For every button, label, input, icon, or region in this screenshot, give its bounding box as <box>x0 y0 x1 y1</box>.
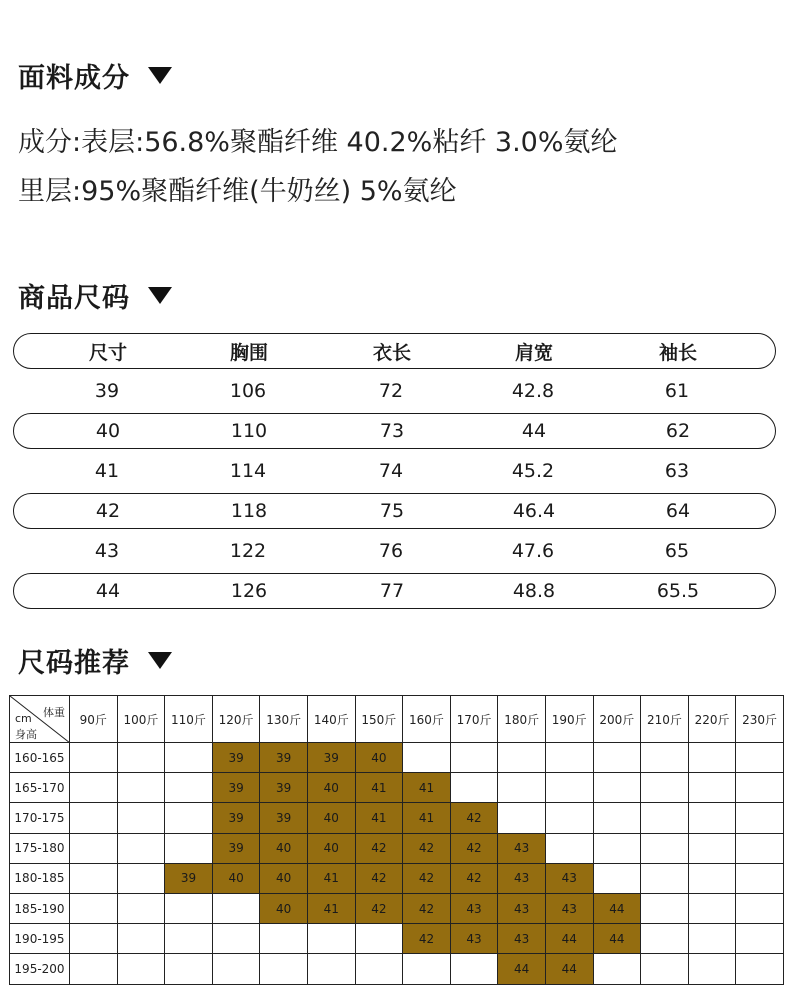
recommended-size-cell: 42 <box>450 833 498 863</box>
size-chart-header-cell: 衣长 <box>372 341 411 364</box>
empty-cell <box>165 924 213 954</box>
empty-cell <box>165 833 213 863</box>
size-recommend-table <box>9 695 784 985</box>
recommended-size-cell: 42 <box>403 833 451 863</box>
recommended-size-cell: 43 <box>498 833 546 863</box>
triangle-down-icon <box>148 652 172 669</box>
recommended-size-cell: 43 <box>450 924 498 954</box>
recommend-row <box>10 833 784 863</box>
recommended-size-cell: 40 <box>212 863 260 893</box>
empty-cell <box>641 893 689 923</box>
size-chart-heading <box>18 276 172 315</box>
empty-cell <box>70 833 118 863</box>
empty-cell <box>117 743 165 773</box>
weight-header: 150斤 <box>355 696 403 743</box>
recommended-size-cell: 41 <box>355 803 403 833</box>
recommended-size-cell: 44 <box>593 924 641 954</box>
weight-header: 180斤 <box>498 696 546 743</box>
corner-cell <box>10 696 70 743</box>
recommended-size-cell: 42 <box>450 863 498 893</box>
height-label: 180-185 <box>10 863 70 893</box>
recommended-size-cell: 39 <box>307 743 355 773</box>
height-label: 160-165 <box>10 743 70 773</box>
recommended-size-cell: 40 <box>260 893 308 923</box>
empty-cell <box>498 803 546 833</box>
size-chart-cell: 73 <box>379 420 405 442</box>
recommended-size-cell: 44 <box>498 954 546 984</box>
size-chart-title: 商品尺码 <box>18 283 130 314</box>
empty-cell <box>641 833 689 863</box>
empty-cell <box>688 893 736 923</box>
empty-cell <box>688 743 736 773</box>
weight-header: 130斤 <box>260 696 308 743</box>
empty-cell <box>212 924 260 954</box>
weight-header: 200斤 <box>593 696 641 743</box>
size-chart-cell: 44 <box>521 420 547 442</box>
fabric-title: 面料成分 <box>18 63 130 94</box>
fabric-line-2: 里层:95%聚酯纤维(牛奶丝) 5%氨纶 <box>18 176 457 207</box>
recommended-size-cell: 42 <box>355 863 403 893</box>
corner-height-label: 身高 <box>15 728 37 741</box>
recommended-size-cell: 40 <box>307 773 355 803</box>
size-chart-cell: 76 <box>378 540 404 562</box>
size-chart-row <box>13 373 776 409</box>
size-chart-cell: 44 <box>95 580 121 602</box>
recommended-size-cell: 39 <box>212 743 260 773</box>
recommended-size-cell: 41 <box>355 773 403 803</box>
empty-cell <box>736 924 784 954</box>
empty-cell <box>260 924 308 954</box>
empty-cell <box>117 893 165 923</box>
recommended-size-cell: 39 <box>165 863 213 893</box>
empty-cell <box>545 773 593 803</box>
recommended-size-cell: 39 <box>260 803 308 833</box>
size-chart-row <box>13 413 776 449</box>
height-label: 170-175 <box>10 803 70 833</box>
size-chart-cell: 47.6 <box>511 540 555 562</box>
weight-header: 140斤 <box>307 696 355 743</box>
triangle-down-icon <box>148 287 172 304</box>
empty-cell <box>70 863 118 893</box>
recommended-size-cell: 42 <box>355 833 403 863</box>
fabric-line-1: 成分:表层:56.8%聚酯纤维 40.2%粘纤 3.0%氨纶 <box>18 127 618 158</box>
weight-header: 160斤 <box>403 696 451 743</box>
empty-cell <box>117 833 165 863</box>
recommended-size-cell: 40 <box>260 833 308 863</box>
recommend-row <box>10 863 784 893</box>
recommend-row <box>10 803 784 833</box>
empty-cell <box>165 893 213 923</box>
recommended-size-cell: 41 <box>307 893 355 923</box>
height-label: 165-170 <box>10 773 70 803</box>
weight-header: 230斤 <box>736 696 784 743</box>
empty-cell <box>736 803 784 833</box>
size-chart-cell: 126 <box>230 580 268 602</box>
empty-cell <box>641 773 689 803</box>
size-chart-cell: 40 <box>95 420 121 442</box>
size-chart-cell: 42 <box>95 500 121 522</box>
empty-cell <box>117 773 165 803</box>
recommended-size-cell: 40 <box>355 743 403 773</box>
empty-cell <box>688 863 736 893</box>
recommended-size-cell: 42 <box>403 863 451 893</box>
size-chart-cell: 72 <box>378 380 404 402</box>
recommended-size-cell: 39 <box>260 773 308 803</box>
triangle-down-icon <box>148 67 172 84</box>
empty-cell <box>70 743 118 773</box>
empty-cell <box>736 743 784 773</box>
recommended-size-cell: 40 <box>307 803 355 833</box>
empty-cell <box>403 743 451 773</box>
corner-unit-label: cm <box>15 712 32 725</box>
recommend-row <box>10 893 784 923</box>
empty-cell <box>593 773 641 803</box>
size-chart-cell: 77 <box>379 580 405 602</box>
recommended-size-cell: 39 <box>212 803 260 833</box>
size-chart-header-row <box>13 333 776 369</box>
recommend-title: 尺码推荐 <box>18 648 130 679</box>
size-chart-cell: 65 <box>664 540 690 562</box>
recommended-size-cell: 39 <box>260 743 308 773</box>
empty-cell <box>593 954 641 984</box>
empty-cell <box>165 803 213 833</box>
empty-cell <box>212 893 260 923</box>
recommended-size-cell: 42 <box>450 803 498 833</box>
empty-cell <box>117 803 165 833</box>
empty-cell <box>117 954 165 984</box>
recommend-row <box>10 954 784 984</box>
weight-header: 120斤 <box>212 696 260 743</box>
empty-cell <box>498 773 546 803</box>
empty-cell <box>688 773 736 803</box>
recommended-size-cell: 43 <box>545 863 593 893</box>
recommended-size-cell: 40 <box>260 863 308 893</box>
weight-header: 90斤 <box>70 696 118 743</box>
height-label: 175-180 <box>10 833 70 863</box>
size-chart-cell: 43 <box>94 540 120 562</box>
size-chart-cell: 48.8 <box>512 580 556 602</box>
size-chart-header-cell: 肩宽 <box>514 341 553 364</box>
empty-cell <box>545 833 593 863</box>
height-label: 195-200 <box>10 954 70 984</box>
empty-cell <box>736 833 784 863</box>
empty-cell <box>165 773 213 803</box>
weight-header: 170斤 <box>450 696 498 743</box>
size-chart-row <box>13 453 776 489</box>
empty-cell <box>498 743 546 773</box>
empty-cell <box>70 803 118 833</box>
empty-cell <box>641 803 689 833</box>
empty-cell <box>70 924 118 954</box>
size-chart-cell: 61 <box>664 380 690 402</box>
recommended-size-cell: 42 <box>403 893 451 923</box>
empty-cell <box>117 863 165 893</box>
empty-cell <box>736 954 784 984</box>
size-chart-header-cell: 袖长 <box>658 341 697 364</box>
empty-cell <box>688 803 736 833</box>
size-chart-cell: 65.5 <box>656 580 700 602</box>
empty-cell <box>70 893 118 923</box>
empty-cell <box>736 893 784 923</box>
recommended-size-cell: 43 <box>498 863 546 893</box>
empty-cell <box>593 743 641 773</box>
recommend-heading <box>18 641 172 680</box>
empty-cell <box>450 743 498 773</box>
recommend-row <box>10 743 784 773</box>
size-chart-cell: 114 <box>229 460 267 482</box>
empty-cell <box>593 863 641 893</box>
empty-cell <box>450 954 498 984</box>
size-chart-header-cell: 胸围 <box>229 341 268 364</box>
empty-cell <box>641 924 689 954</box>
empty-cell <box>736 773 784 803</box>
recommended-size-cell: 43 <box>498 924 546 954</box>
recommend-header-row <box>10 696 784 743</box>
recommended-size-cell: 44 <box>593 893 641 923</box>
empty-cell <box>688 954 736 984</box>
empty-cell <box>260 954 308 984</box>
recommend-row <box>10 924 784 954</box>
recommend-row <box>10 773 784 803</box>
empty-cell <box>450 773 498 803</box>
empty-cell <box>117 924 165 954</box>
size-chart-row <box>13 573 776 609</box>
weight-header: 100斤 <box>117 696 165 743</box>
empty-cell <box>165 743 213 773</box>
recommended-size-cell: 42 <box>403 924 451 954</box>
weight-header: 220斤 <box>688 696 736 743</box>
empty-cell <box>641 743 689 773</box>
empty-cell <box>593 833 641 863</box>
recommended-size-cell: 43 <box>498 893 546 923</box>
empty-cell <box>165 954 213 984</box>
size-chart-row <box>13 533 776 569</box>
recommended-size-cell: 39 <box>212 833 260 863</box>
size-chart-cell: 41 <box>94 460 120 482</box>
weight-header: 110斤 <box>165 696 213 743</box>
empty-cell <box>403 954 451 984</box>
empty-cell <box>688 833 736 863</box>
size-chart-cell: 122 <box>229 540 267 562</box>
recommended-size-cell: 41 <box>403 773 451 803</box>
recommended-size-cell: 40 <box>307 833 355 863</box>
size-chart-header-cell: 尺寸 <box>88 341 127 364</box>
empty-cell <box>641 954 689 984</box>
recommended-size-cell: 41 <box>403 803 451 833</box>
empty-cell <box>70 954 118 984</box>
empty-cell <box>355 954 403 984</box>
size-chart-cell: 62 <box>665 420 691 442</box>
empty-cell <box>593 803 641 833</box>
fabric-heading <box>18 56 172 95</box>
recommended-size-cell: 43 <box>450 893 498 923</box>
recommended-size-cell: 43 <box>545 893 593 923</box>
size-chart-cell: 110 <box>230 420 268 442</box>
size-chart-row <box>13 493 776 529</box>
empty-cell <box>355 924 403 954</box>
size-chart-cell: 75 <box>379 500 405 522</box>
empty-cell <box>545 743 593 773</box>
size-chart-cell: 74 <box>378 460 404 482</box>
empty-cell <box>736 863 784 893</box>
empty-cell <box>307 954 355 984</box>
empty-cell <box>688 924 736 954</box>
size-chart-cell: 39 <box>94 380 120 402</box>
empty-cell <box>307 924 355 954</box>
recommended-size-cell: 39 <box>212 773 260 803</box>
empty-cell <box>70 773 118 803</box>
size-chart-cell: 45.2 <box>511 460 555 482</box>
size-chart-cell: 118 <box>230 500 268 522</box>
empty-cell <box>641 863 689 893</box>
size-chart-cell: 106 <box>229 380 267 402</box>
corner-weight-label: 体重 <box>43 706 65 719</box>
recommended-size-cell: 41 <box>307 863 355 893</box>
height-label: 190-195 <box>10 924 70 954</box>
recommended-size-cell: 44 <box>545 954 593 984</box>
size-chart-cell: 42.8 <box>511 380 555 402</box>
size-chart-cell: 63 <box>664 460 690 482</box>
weight-header: 210斤 <box>641 696 689 743</box>
size-chart-cell: 46.4 <box>512 500 556 522</box>
empty-cell <box>212 954 260 984</box>
height-label: 185-190 <box>10 893 70 923</box>
recommended-size-cell: 42 <box>355 893 403 923</box>
weight-header: 190斤 <box>545 696 593 743</box>
recommended-size-cell: 44 <box>545 924 593 954</box>
empty-cell <box>545 803 593 833</box>
size-chart-cell: 64 <box>665 500 691 522</box>
